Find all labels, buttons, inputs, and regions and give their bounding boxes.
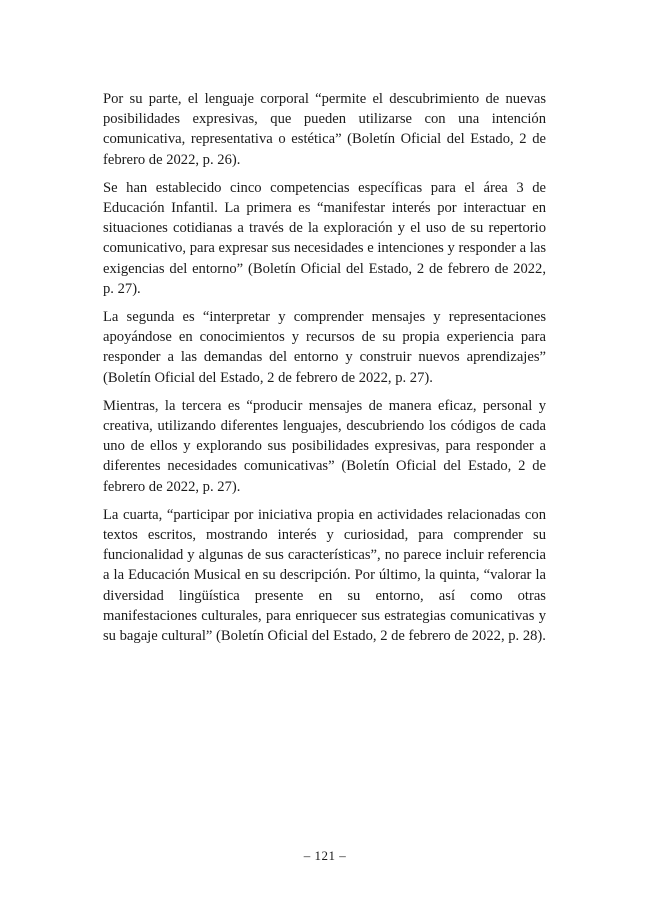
paragraph-competencias-cuarta-quinta: La cuarta, “participar por iniciativa propia en actividades relacionadas con textos escritos, mostrando interés y curiosidad, para comprender su funcionalidad y algunas de sus características”, no parece incluir referencia a la Educación Musical en su descripción. Por último, la quinta, “valorar la diversidad lingüística presente en su entorno, así como otras manifestaciones culturales, para enriquecer sus estrategias comunicativas y su bagaje cultural” (Boletín Oficial del Estado, 2 de febrero de 2022, p. 28). — [103, 506, 546, 645]
paragraph-competencia-segunda: La segunda es “interpretar y comprender mensajes y representaciones apoyándose en conocimientos y recursos de su propia experiencia para responder a las demandas del entorno y construir nuevos aprendizajes” (Boletín Oficial del Estado, 2 de febrero de 2022, p. 27). — [103, 309, 546, 386]
paragraph-competencia-tercera: Mientras, la tercera es “producir mensajes de manera eficaz, personal y creativa, utilizando diferentes lenguajes, descubriendo los códigos de cada uno de ellos y explorando sus posibilidades expresivas, para responder a diferentes necesidades comunicativas” (Boletín Oficial del Estado, 2 de febrero de 2022, p. 27). — [103, 397, 546, 495]
paragraph-lenguaje-corporal: Por su parte, el lenguaje corporal “permite el descubrimiento de nuevas posibilidades expresivas, que pueden utilizarse con una intención comunicativa, representativa o estética” (Boletín Oficial del Estado, 2 de febrero de 2022, p. 26). — [103, 91, 546, 168]
page-number: – 121 – — [303, 848, 347, 863]
paragraph-competencia-primera: Se han establecido cinco competencias específicas para el área 3 de Educación Infantil. La primera es “manifestar interés por interactuar en situaciones cotidianas a través de la exploración y el uso de su repertorio comunicativo, para expresar sus necesidades e intenciones y responder a las exigencias del entorno” (Boletín Oficial del Estado, 2 de febrero de 2022, p. 27). — [103, 179, 546, 297]
page-body — [103, 89, 546, 654]
